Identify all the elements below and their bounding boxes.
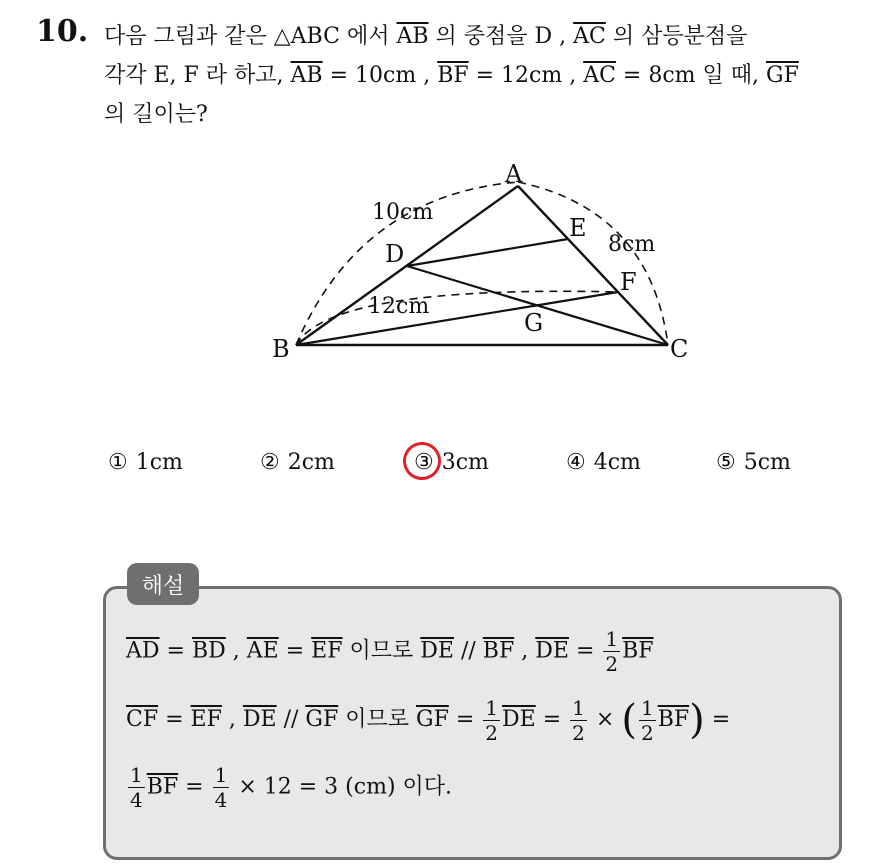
numerator: 1 — [640, 695, 654, 720]
answer-choices — [108, 450, 828, 486]
label-point-b: B — [272, 335, 290, 363]
choice-marker: ② — [260, 450, 280, 475]
question-text-part: = 10cm , — [322, 63, 438, 88]
segment-ae: $\overline{AE}$ — [246, 638, 279, 664]
question-line-3: 의 길이는? — [104, 102, 208, 127]
equals-sign: = — [165, 707, 184, 732]
label-point-g: G — [524, 309, 544, 337]
numerator: 1 — [130, 763, 143, 787]
segment-de: $\overline{DE}$ — [535, 638, 569, 664]
denominator: 2 — [572, 720, 585, 745]
label-ab-length: 10cm — [372, 200, 434, 225]
denominator: 2 — [485, 720, 499, 745]
choice-5[interactable] — [716, 450, 791, 475]
choice-3[interactable] — [414, 450, 489, 475]
solution-box — [103, 586, 842, 860]
segment-ef: $\overline{EF}$ — [311, 638, 343, 664]
solution-line-1 — [126, 629, 654, 674]
choice-marker: ③ — [414, 450, 434, 475]
segment-ef: $\overline{EF}$ — [190, 707, 222, 732]
fraction-quarter — [128, 765, 145, 810]
segment-ab: $\overline{AB}$ — [396, 24, 429, 49]
denominator: 2 — [640, 720, 654, 745]
question-text-part: 다음 그림과 같은 △ABC 에서 — [104, 24, 397, 49]
choice-marker: ① — [108, 450, 128, 475]
choice-1[interactable] — [108, 450, 183, 475]
question-text — [104, 17, 874, 134]
segment-bf: $\overline{BF}$ — [482, 638, 515, 664]
solution-line-3 — [126, 765, 452, 810]
segment-bd: $\overline{BD}$ — [191, 638, 226, 664]
denominator: 4 — [214, 788, 228, 812]
question-line-1 — [104, 17, 874, 56]
segment-gf: $\overline{GF}$ — [416, 707, 449, 732]
choice-4[interactable] — [566, 450, 641, 475]
segment-cf: $\overline{CF}$ — [126, 707, 159, 732]
solution-line-2 — [126, 697, 730, 743]
segment-gf: $\overline{GF}$ — [766, 63, 799, 88]
label-point-f: F — [620, 268, 637, 296]
label-bf-length: 12cm — [368, 294, 430, 319]
segment-de: $\overline{DE}$ — [502, 707, 536, 732]
label-point-a: A — [505, 160, 523, 188]
times-sign: × — [595, 707, 615, 732]
choice-text: 3cm — [441, 450, 489, 475]
selected-answer-circle — [398, 437, 447, 486]
segment-bf: $\overline{BF}$ — [657, 707, 690, 732]
result-expression: × 12 = 3 (cm) — [238, 774, 396, 800]
label-ac-length: 8cm — [608, 232, 656, 257]
denominator: 2 — [605, 652, 619, 676]
question-line-2 — [104, 56, 874, 95]
numerator: 1 — [214, 763, 228, 787]
choice-marker-wrap — [414, 450, 434, 475]
numerator: 1 — [485, 695, 499, 720]
triangle-figure — [0, 150, 884, 380]
segment-de: $\overline{DE}$ — [242, 707, 277, 732]
question-text-part: 의 삼등분점을 — [605, 24, 748, 49]
fraction-half — [570, 695, 587, 745]
question-text-part: 의 중점을 D , — [428, 24, 574, 49]
equals-sign: = — [542, 707, 562, 732]
left-paren: ( — [621, 697, 637, 743]
equals-sign: = — [185, 774, 204, 800]
conjunction-text: 이므로 — [345, 707, 410, 732]
choice-text: 1cm — [135, 450, 183, 475]
segment-gf: $\overline{GF}$ — [305, 707, 339, 732]
choice-text: 4cm — [593, 450, 641, 475]
label-point-d: D — [385, 240, 405, 268]
question-text-part: = 12cm , — [468, 63, 584, 88]
segment-bf — [296, 292, 618, 345]
choice-text: 5cm — [743, 450, 791, 475]
fraction-quarter — [213, 765, 230, 810]
segment-bf: $\overline{BF}$ — [437, 63, 469, 88]
question-text-part: 각각 E, F 라 하고, — [104, 63, 291, 88]
segment-ac: $\overline{AC}$ — [583, 63, 616, 88]
label-point-e: E — [569, 214, 587, 242]
comma: , — [521, 638, 529, 664]
segment-de — [407, 239, 568, 266]
comma: , — [232, 638, 240, 664]
choice-marker: ⑤ — [716, 450, 736, 475]
comma: , — [228, 707, 236, 732]
fraction-half — [483, 695, 500, 745]
choice-marker: ④ — [566, 450, 586, 475]
parallel-sign: // — [460, 638, 476, 664]
denominator: 4 — [130, 788, 143, 812]
segment-bf: $\overline{BF}$ — [146, 774, 179, 800]
question-text-part: = 8cm 일 때, — [615, 63, 767, 88]
equals-sign: = — [166, 638, 185, 664]
equals-sign: = — [285, 638, 305, 664]
conclusion-text: 이다. — [402, 774, 453, 800]
label-point-c: C — [670, 335, 689, 363]
equals-sign: = — [455, 707, 475, 732]
segment-ac: $\overline{AC}$ — [573, 24, 606, 49]
equals-sign: = — [711, 707, 731, 732]
conjunction-text: 이므로 — [349, 638, 414, 664]
question-number: 10. — [36, 14, 89, 49]
right-paren: ) — [689, 697, 705, 743]
solution-tag: 해설 — [127, 563, 199, 605]
segment-ab: $\overline{AB}$ — [290, 63, 323, 88]
segment-bf: $\overline{BF}$ — [622, 638, 654, 664]
segment-ad: $\overline{AD}$ — [126, 638, 160, 664]
choice-2[interactable] — [260, 450, 335, 475]
fraction-half — [603, 629, 620, 674]
equals-sign: = — [575, 638, 595, 664]
numerator: 1 — [605, 627, 619, 651]
choice-text: 2cm — [287, 450, 335, 475]
fraction-half — [639, 695, 656, 745]
segment-de: $\overline{DE}$ — [420, 638, 454, 664]
numerator: 1 — [572, 695, 585, 720]
parallel-sign: // — [283, 707, 299, 732]
